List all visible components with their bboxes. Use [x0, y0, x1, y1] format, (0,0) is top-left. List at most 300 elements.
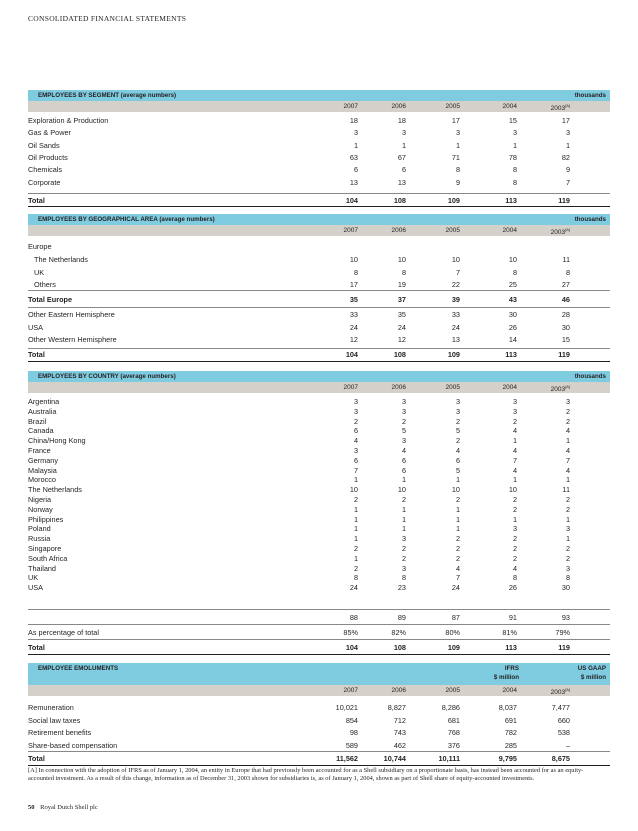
section-title: EMPLOYEES BY COUNTRY (average numbers)	[38, 373, 176, 380]
row-value: 10,021	[335, 703, 358, 712]
rule-line	[28, 609, 610, 610]
footnote: [A] In connection with the adoption of IFRS as of January 1, 2004, an entity in Europe that had previously been accounted for as a Shell subsidiary on a proportionate basis, has instead been accounted for as an equity-accounted investment. As a result of this change, information as of December 31, 2003 shown for subsidiaries is, as of January 1, 2004, shown as part of Shell share of equity-accounted investments.	[28, 767, 584, 783]
row-value: 660	[557, 715, 570, 725]
row-label: Germany	[28, 455, 59, 465]
row-value: 589	[345, 740, 358, 750]
row-value: 3	[353, 128, 358, 138]
row-label: China/Hong Kong	[28, 436, 86, 446]
row-value: 1	[401, 475, 406, 485]
row-value: 7	[455, 573, 460, 583]
row-value: 8	[512, 267, 517, 277]
row-value: 3	[565, 524, 570, 534]
usgaap-label: US GAAP	[577, 665, 606, 672]
row-value: 4	[401, 446, 406, 455]
row-value: 1	[353, 514, 358, 524]
row-label: Morocco	[28, 475, 56, 485]
row-value: 3	[565, 563, 570, 573]
row-value: 23	[397, 583, 406, 593]
rule-line	[28, 765, 610, 766]
row-value: 33	[451, 310, 460, 319]
row-value: 104	[345, 350, 358, 359]
rule-line	[28, 361, 610, 362]
row-label: Total	[28, 754, 45, 763]
row-value: 17	[561, 116, 570, 125]
row-value: 6	[353, 165, 358, 175]
row-value: 2	[565, 504, 570, 514]
row-value: 2	[565, 495, 570, 504]
year-note: [A]	[565, 384, 570, 389]
year-header: 2004	[502, 384, 517, 391]
row-label: Argentina	[28, 397, 60, 406]
row-value: 8	[512, 573, 517, 583]
row-value: 1	[512, 140, 517, 150]
section-title-band	[28, 90, 610, 101]
section-title-band	[28, 214, 610, 225]
row-value: 3	[455, 397, 460, 406]
row-value: 1	[565, 140, 570, 150]
page-header: CONSOLIDATED FINANCIAL STATEMENTS	[28, 14, 187, 23]
row-value: 24	[397, 322, 406, 332]
row-value: 6	[401, 165, 406, 175]
row-label: Total	[28, 643, 45, 652]
row-label: Norway	[28, 504, 53, 514]
row-value: 11	[562, 255, 570, 264]
row-value: 1	[401, 524, 406, 534]
row-value: 4	[512, 563, 517, 573]
row-label: Oil Sands	[28, 140, 60, 150]
row-value: 109	[447, 643, 460, 652]
row-value: 8	[401, 573, 406, 583]
row-value: 681	[447, 715, 460, 725]
year-header: 2006	[391, 384, 406, 391]
row-value: 15	[508, 116, 517, 125]
row-value: 2	[455, 553, 460, 563]
row-value: 4	[512, 446, 517, 455]
row-value: 10	[397, 255, 406, 264]
row-label: Exploration & Production	[28, 116, 109, 125]
row-label: Singapore	[28, 544, 62, 553]
geo-table	[28, 214, 610, 359]
row-value: 4	[512, 465, 517, 475]
row-value: 691	[504, 715, 517, 725]
row-value: 10,744	[383, 754, 406, 763]
row-label: Brazil	[28, 416, 47, 426]
row-value: 1	[455, 524, 460, 534]
year-header-row	[28, 685, 610, 696]
row-value: 2	[565, 553, 570, 563]
row-value: 8	[565, 267, 570, 277]
row-value: 119	[558, 643, 570, 652]
row-value: 2	[512, 544, 517, 553]
row-value: 8	[512, 165, 517, 175]
page-footer	[28, 804, 98, 811]
row-value: 109	[447, 196, 460, 205]
row-label: Other Eastern Hemisphere	[28, 310, 115, 319]
year-header: 2003[A]	[550, 103, 570, 113]
row-value: 30	[561, 322, 570, 332]
row-value: 10	[349, 255, 358, 264]
row-value: 15	[561, 335, 570, 344]
row-value: 80%	[445, 628, 460, 637]
row-value: 3	[401, 397, 406, 406]
row-value: 91	[508, 613, 517, 622]
row-value: 27	[561, 280, 570, 289]
rule-line	[28, 348, 610, 349]
row-value: 79%	[555, 628, 570, 637]
row-value: 93	[561, 613, 570, 622]
row-value: 6	[353, 455, 358, 465]
row-value: 376	[447, 740, 460, 750]
year-note: [A]	[565, 103, 570, 108]
row-value: 8	[401, 267, 406, 277]
row-value: 3	[512, 128, 517, 138]
row-label: Thailand	[28, 563, 56, 573]
row-value: 82	[561, 152, 570, 162]
row-value: 3	[512, 406, 517, 416]
row-value: 8,037	[498, 703, 517, 712]
row-value: 7	[353, 465, 358, 475]
row-value: 4	[565, 426, 570, 436]
unit-label: thousands	[574, 216, 606, 223]
row-value: 2	[353, 495, 358, 504]
rule-line	[28, 307, 610, 308]
row-value: 119	[558, 350, 570, 359]
row-value: 108	[393, 350, 406, 359]
row-value: 6	[401, 465, 406, 475]
section-title-band	[28, 663, 610, 685]
unit-label: thousands	[574, 373, 606, 380]
row-value: –	[565, 740, 570, 750]
row-value: 1	[455, 514, 460, 524]
row-label: Other Western Hemisphere	[28, 335, 117, 344]
row-value: 25	[508, 280, 517, 289]
row-value: 10	[451, 485, 460, 495]
row-value: 1	[353, 475, 358, 485]
rule-line	[28, 290, 610, 291]
row-value: 4	[455, 446, 460, 455]
row-label: Retirement benefits	[28, 728, 92, 737]
row-value: 24	[451, 583, 460, 593]
row-value: 854	[345, 715, 358, 725]
row-value: 712	[393, 715, 406, 725]
ifrs-label: IFRS	[504, 665, 519, 672]
row-value: 24	[349, 322, 358, 332]
row-value: 1	[565, 436, 570, 446]
row-value: 3	[401, 436, 406, 446]
row-value: 2	[565, 544, 570, 553]
row-label: UK	[28, 573, 39, 583]
row-value: 2	[401, 544, 406, 553]
row-value: 7	[512, 455, 517, 465]
unit-label: thousands	[574, 92, 606, 99]
row-value: 1	[565, 475, 570, 485]
row-label: Australia	[28, 406, 57, 416]
row-value: 11	[562, 485, 570, 495]
row-value: 113	[505, 350, 517, 359]
row-value: 104	[345, 643, 358, 652]
row-value: 3	[565, 128, 570, 138]
row-value: 19	[397, 280, 406, 289]
row-value: 10	[508, 255, 517, 264]
row-value: 30	[561, 583, 570, 593]
row-value: 1	[455, 475, 460, 485]
row-label: UK	[34, 267, 45, 277]
year-header-row	[28, 101, 610, 112]
row-value: 108	[393, 643, 406, 652]
row-value: 10	[397, 485, 406, 495]
row-value: 5	[455, 426, 460, 436]
emoluments-table	[28, 663, 610, 763]
year-header: 2007	[343, 227, 358, 234]
row-value: 1	[512, 436, 517, 446]
row-label: France	[28, 446, 51, 455]
row-label: Gas & Power	[28, 128, 71, 138]
row-value: 1	[353, 524, 358, 534]
year-header: 2004	[502, 103, 517, 110]
row-value: 4	[565, 446, 570, 455]
page-number: 50	[28, 804, 35, 811]
row-value: 3	[512, 397, 517, 406]
row-value: 37	[397, 295, 406, 304]
row-value: 743	[393, 728, 406, 737]
row-label: Russia	[28, 534, 51, 544]
row-value: 3	[401, 534, 406, 544]
row-value: 5	[401, 426, 406, 436]
row-value: 1	[353, 553, 358, 563]
row-value: 113	[505, 643, 517, 652]
row-label: Total	[28, 196, 45, 205]
row-value: 1	[512, 475, 517, 485]
year-header: 2006	[391, 103, 406, 110]
row-label: USA	[28, 322, 44, 332]
rule-line	[28, 639, 610, 640]
row-value: 2	[455, 495, 460, 504]
year-header: 2004	[502, 227, 517, 234]
row-label: Social law taxes	[28, 715, 81, 725]
row-label: Total Europe	[28, 295, 73, 304]
row-value: 1	[565, 534, 570, 544]
year-header: 2003[A]	[550, 687, 570, 697]
row-value: 3	[401, 563, 406, 573]
ifrs-header	[494, 665, 519, 682]
row-label: Philippines	[28, 514, 64, 524]
year-header-row	[28, 382, 610, 393]
section-title: EMPLOYEE EMOLUMENTS	[38, 665, 119, 672]
row-value: 10	[451, 255, 460, 264]
row-value: 7	[455, 267, 460, 277]
row-value: 3	[512, 524, 517, 534]
row-label: Corporate	[28, 177, 61, 187]
row-value: 4	[565, 465, 570, 475]
row-value: 4	[455, 563, 460, 573]
row-label: USA	[28, 583, 44, 593]
row-value: 3	[353, 397, 358, 406]
row-value: 8	[353, 573, 358, 583]
year-header: 2007	[343, 687, 358, 694]
row-value: 119	[558, 196, 570, 205]
row-value: 3	[455, 128, 460, 138]
ifrs-unit: $ million	[493, 673, 519, 681]
row-value: 12	[397, 335, 406, 344]
row-label: Canada	[28, 426, 54, 436]
row-value: 18	[397, 116, 406, 125]
row-value: 2	[565, 406, 570, 416]
row-value: 46	[561, 295, 570, 304]
row-value: 1	[565, 514, 570, 524]
row-label: Total	[28, 350, 45, 359]
rule-line	[28, 193, 610, 194]
row-value: 2	[353, 416, 358, 426]
rule-line	[28, 624, 610, 625]
year-header: 2005	[445, 227, 460, 234]
row-value: 87	[451, 613, 460, 622]
rule-line	[28, 751, 610, 752]
row-value: 9	[455, 177, 460, 187]
row-value: 768	[447, 728, 460, 737]
row-value: 3	[565, 397, 570, 406]
year-header: 2006	[391, 227, 406, 234]
row-value: 2	[565, 416, 570, 426]
segment-table	[28, 90, 610, 205]
row-value: 113	[505, 196, 517, 205]
usgaap-header	[578, 665, 606, 682]
row-value: 24	[349, 583, 358, 593]
row-label: Others	[34, 280, 56, 289]
row-value: 4	[353, 436, 358, 446]
row-value: 26	[508, 322, 517, 332]
row-value: 10	[349, 485, 358, 495]
row-value: 10,111	[438, 754, 460, 763]
row-value: 1	[353, 534, 358, 544]
row-value: 24	[451, 322, 460, 332]
row-value: 2	[455, 436, 460, 446]
row-label: South Africa	[28, 553, 68, 563]
row-value: 35	[397, 310, 406, 319]
row-value: 1	[401, 504, 406, 514]
row-value: 33	[349, 310, 358, 319]
row-value: 782	[504, 728, 517, 737]
year-header: 2005	[445, 687, 460, 694]
row-value: 2	[455, 534, 460, 544]
row-value: 538	[557, 728, 570, 737]
row-value: 2	[401, 416, 406, 426]
row-value: 1	[401, 140, 406, 150]
row-value: 11,562	[336, 754, 358, 763]
row-value: 30	[508, 310, 517, 319]
row-value: 8	[455, 165, 460, 175]
row-value: 1	[512, 514, 517, 524]
publisher-name: Royal Dutch Shell plc	[40, 804, 98, 811]
row-value: 71	[451, 152, 460, 162]
row-label: The Netherlands	[34, 255, 88, 264]
year-header: 2006	[391, 687, 406, 694]
row-value: 85%	[343, 628, 358, 637]
row-value: 4	[512, 426, 517, 436]
row-value: 35	[349, 295, 358, 304]
row-value: 26	[508, 583, 517, 593]
row-value: 12	[349, 335, 358, 344]
row-value: 22	[451, 280, 460, 289]
row-value: 13	[397, 177, 406, 187]
row-label: Poland	[28, 524, 51, 534]
row-value: 8,827	[387, 703, 406, 712]
row-value: 3	[353, 446, 358, 455]
row-value: 9,795	[498, 754, 517, 763]
row-value: 2	[455, 416, 460, 426]
row-value: 43	[508, 295, 517, 304]
row-value: 3	[401, 406, 406, 416]
row-value: 81%	[502, 628, 517, 637]
row-value: 3	[401, 128, 406, 138]
row-value: 2	[455, 544, 460, 553]
row-value: 9	[565, 165, 570, 175]
section-title: EMPLOYEES BY SEGMENT (average numbers)	[38, 92, 177, 99]
year-header: 2005	[445, 384, 460, 391]
row-value: 2	[353, 563, 358, 573]
row-value: 14	[508, 335, 517, 344]
row-value: 18	[349, 116, 358, 125]
row-value: 6	[401, 455, 406, 465]
rule-line	[28, 206, 610, 207]
year-note: [A]	[565, 687, 570, 692]
row-value: 67	[397, 152, 406, 162]
row-value: 2	[401, 495, 406, 504]
row-value: 2	[401, 553, 406, 563]
row-value: 8	[512, 177, 517, 187]
row-label: Remuneration	[28, 703, 74, 712]
row-value: 104	[345, 196, 358, 205]
section-title-band	[28, 371, 610, 382]
row-value: 2	[512, 416, 517, 426]
row-value: 2	[353, 544, 358, 553]
row-value: 8	[353, 267, 358, 277]
row-value: 285	[504, 740, 517, 750]
year-header: 2007	[343, 384, 358, 391]
row-value: 1	[455, 504, 460, 514]
row-value: 7	[565, 177, 570, 187]
row-value: 82%	[391, 628, 406, 637]
row-value: 1	[455, 140, 460, 150]
row-value: 1	[353, 504, 358, 514]
row-value: 8,675	[551, 754, 570, 763]
rule-line	[28, 654, 610, 655]
row-value: 2	[512, 553, 517, 563]
row-value: 108	[393, 196, 406, 205]
usgaap-unit: $ million	[580, 673, 606, 681]
row-value: 13	[451, 335, 460, 344]
row-label: Europe	[28, 242, 52, 251]
row-label: Nigeria	[28, 495, 52, 504]
row-value: 7	[565, 455, 570, 465]
row-value: 109	[447, 350, 460, 359]
row-value: 6	[455, 455, 460, 465]
year-header: 2007	[343, 103, 358, 110]
row-value: 28	[561, 310, 570, 319]
row-value: 13	[349, 177, 358, 187]
row-label: Chemicals	[28, 165, 63, 175]
row-value: 17	[451, 116, 460, 125]
row-value: 2	[512, 495, 517, 504]
row-value: 39	[451, 295, 460, 304]
row-value: 88	[349, 613, 358, 622]
row-value: 3	[353, 406, 358, 416]
row-value: 7,477	[551, 703, 570, 712]
year-header: 2003[A]	[550, 384, 570, 394]
row-value: 6	[353, 426, 358, 436]
row-value: 8,286	[441, 703, 460, 712]
row-value: 89	[397, 613, 406, 622]
year-header: 2003[A]	[550, 227, 570, 237]
